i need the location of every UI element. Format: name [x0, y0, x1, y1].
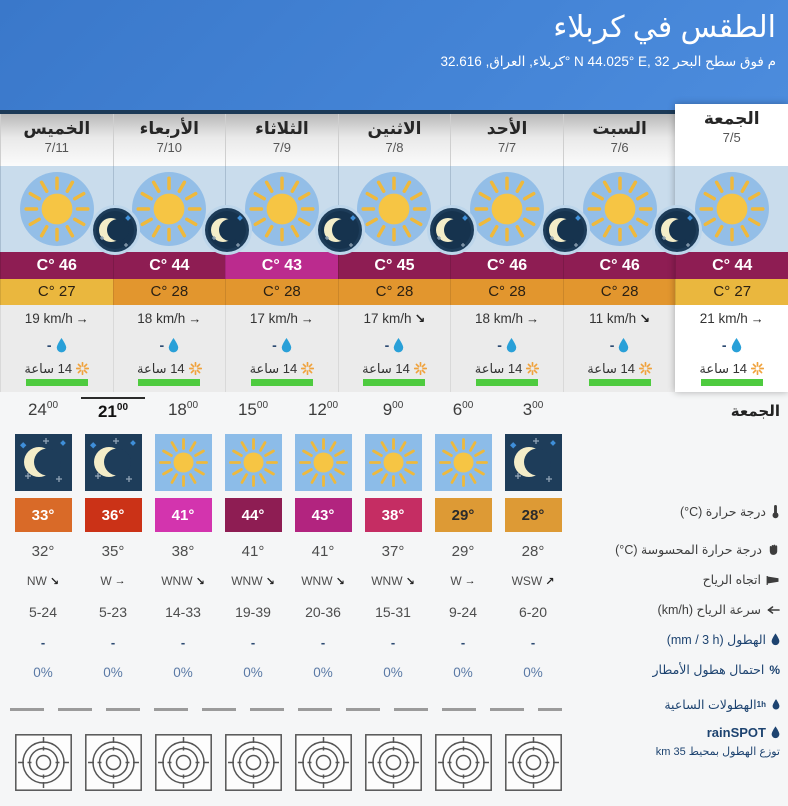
day-header [563, 114, 676, 166]
sunshine-icon [301, 362, 314, 375]
day-high-temp: 46 °C [450, 252, 563, 279]
hour-feels-like: 41° [311, 542, 335, 560]
rainspot-diagram [155, 734, 212, 791]
wind-arrow-icon: → [464, 575, 476, 587]
hour-wind-speed: 5-24 [28, 604, 58, 620]
hour-time[interactable]: 18 $^{00}$ [167, 400, 199, 419]
sunshine-icon [639, 362, 652, 375]
hour-column-21 [78, 392, 148, 791]
label-rainspot-subtitle: توزع الهطول بمحيط 35 km [655, 746, 780, 758]
raindrop-icon [771, 726, 780, 739]
hour-column-3 [498, 392, 568, 791]
moon-icon [652, 205, 702, 255]
wind-arrow-icon: ↘ [639, 310, 651, 326]
hour-time[interactable]: 15 $^{00}$ [237, 400, 269, 419]
hour-wind-direction: WNW ↘ [371, 574, 415, 588]
day-name: الأحد [486, 119, 528, 138]
sun-icon [435, 434, 492, 491]
moon-icon [85, 434, 142, 491]
wind-arrow-icon: ↘ [195, 575, 205, 588]
rainspot-diagram [85, 734, 142, 791]
hour-precip: - [110, 634, 116, 650]
day-sun-hours: 14 ساعة [225, 358, 338, 380]
day-date: 7/6 [610, 140, 629, 155]
sunshine-icon [526, 362, 539, 375]
sun-hours-bar [675, 379, 788, 392]
hour-wind-speed: 9-24 [448, 604, 478, 620]
hour-column-9 [358, 392, 428, 791]
sun-icon [225, 434, 282, 491]
rainspot-diagram [365, 734, 422, 791]
hour-wind-direction: WNW ↘ [301, 574, 345, 588]
day-date: 7/11 [44, 140, 69, 155]
day-low-temp: 28 °C [450, 279, 563, 305]
hour-precip-probability: 0% [313, 664, 333, 680]
day-precip: - [113, 332, 226, 357]
label-feels-like: درجة حرارة المحسوسة (C°) [615, 542, 780, 557]
hour-feels-like: 35° [101, 542, 125, 560]
hour-temp: 28° [505, 498, 562, 532]
day-precip: - [225, 332, 338, 357]
wind-arrow-icon: → [114, 575, 126, 587]
wind-arrow-icon: ↘ [405, 575, 415, 588]
day-wind: 17 km/h ↘ [338, 305, 451, 332]
moon-icon [15, 434, 72, 491]
hour-precip: - [530, 634, 536, 650]
day-sun-hours: 14 ساعة [113, 358, 226, 380]
hour-precip: - [320, 634, 326, 650]
sun-hours-bar [225, 379, 338, 392]
day-sun-hours: 14 ساعة [0, 358, 113, 380]
hour-wind-direction: W → [100, 574, 126, 588]
hour-temp: 41° [155, 498, 212, 532]
day-wind: 18 km/h → [113, 305, 226, 332]
sunshine-icon [189, 362, 202, 375]
day-wind: 11 km/h ↘ [563, 305, 676, 332]
moon-icon [505, 434, 562, 491]
day-name: الأربعاء [139, 119, 199, 138]
hour-precip: - [390, 634, 396, 650]
hour-wind-speed: 15-31 [375, 604, 411, 620]
hour-time[interactable]: 3 $^{00}$ [522, 400, 544, 419]
day-sun-hours: 14 ساعة [563, 358, 676, 380]
day-header [675, 104, 788, 166]
hour-column-18 [148, 392, 218, 791]
day-sun-hours: 14 ساعة [675, 358, 788, 380]
wind-arrow-icon [766, 604, 780, 616]
day-date: 7/7 [498, 140, 517, 155]
hour-feels-like: 38° [171, 542, 195, 560]
hour-temp: 43° [295, 498, 352, 532]
day-header [113, 114, 226, 166]
day-low-temp: 28 °C [113, 279, 226, 305]
hour-precip-probability: 0% [383, 664, 403, 680]
weekly-forecast [0, 110, 788, 392]
day-name: السبت [592, 119, 647, 138]
sun-hours-bar [113, 379, 226, 392]
hour-column-6 [428, 392, 498, 791]
label-rainspot: rainSPOT [707, 725, 780, 740]
day-high-temp: 44 °C [675, 252, 788, 279]
rainspot-diagram [15, 734, 72, 791]
wind-arrow-icon: ↗ [545, 575, 555, 588]
hour-wind-direction: WSW ↗ [511, 574, 555, 588]
raindrop-icon [393, 338, 404, 353]
day-precip: - [0, 332, 113, 357]
hour-feels-like: 29° [451, 542, 475, 560]
hour-precip: - [250, 634, 256, 650]
raindrop-icon [168, 338, 179, 353]
hour-wind-direction: WNW ↘ [161, 574, 205, 588]
hour-column-12 [288, 392, 358, 791]
hour-column-15 [218, 392, 288, 791]
day-precip: - [675, 332, 788, 357]
day-date: 7/9 [272, 140, 291, 155]
location-subtitle: كربلاء, العراق, 32.616° N 44.025° E, 32 م فوق سطح البحر [440, 54, 776, 69]
day-high-temp: 45 °C [338, 252, 451, 279]
hour-precip-probability: 0% [33, 664, 53, 680]
moon-icon [315, 205, 365, 255]
sun-hours-bar [450, 379, 563, 392]
day-high-temp: 44 °C [113, 252, 226, 279]
label-precip-probability: % احتمال هطول الأمطار [652, 662, 780, 677]
day-precip: - [450, 332, 563, 357]
rainspot-diagram [505, 734, 562, 791]
label-wind-direction: اتجاه الرياح [703, 572, 780, 587]
hour-precip: - [460, 634, 466, 650]
rainspot-diagram [295, 734, 352, 791]
page-header [0, 0, 788, 110]
label-hourly-precip: 1h الهطولات الساعية [664, 697, 780, 712]
hour-wind-speed: 6-20 [518, 604, 548, 620]
thermometer-icon [771, 504, 780, 519]
day-header [338, 114, 451, 166]
day-low-temp: 28 °C [563, 279, 676, 305]
moon-icon [202, 205, 252, 255]
wind-arrow-icon: → [188, 311, 202, 327]
hour-feels-like: 37° [381, 542, 405, 560]
hourly-forecast [0, 392, 788, 806]
moon-icon [540, 205, 590, 255]
hour-time[interactable]: 6 $^{00}$ [452, 400, 474, 419]
moon-icon [90, 205, 140, 255]
wind-arrow-icon: ↘ [414, 310, 426, 326]
hour-precip: - [180, 634, 186, 650]
day-wind: 21 km/h → [675, 305, 788, 332]
day-name: الجمعة [703, 109, 760, 128]
day-header [225, 114, 338, 166]
hour-wind-speed: 19-39 [235, 604, 271, 620]
windsock-icon [766, 574, 780, 586]
hour-feels-like: 28° [521, 542, 545, 560]
day-name: الثلاثاء [255, 119, 309, 138]
hour-time[interactable]: 9 $^{00}$ [382, 400, 404, 419]
hour-temp: 33° [15, 498, 72, 532]
hour-time-selected[interactable]: 21 $^{00}$ [81, 397, 145, 427]
day-low-temp: 27 °C [0, 279, 113, 305]
day-low-temp: 27 °C [675, 279, 788, 305]
label-temperature: درجة حرارة (C°) [680, 504, 780, 519]
day-name: الاثنين [367, 119, 422, 138]
hour-wind-speed: 20-36 [305, 604, 341, 620]
label-wind-speed: سرعة الرياح (km/h) [658, 602, 780, 617]
hour-wind-direction: W → [450, 574, 476, 588]
rainspot-separator [10, 708, 562, 711]
wind-arrow-icon: → [750, 311, 764, 327]
day-low-temp: 28 °C [338, 279, 451, 305]
sun-icon [365, 434, 422, 491]
day-precip: - [338, 332, 451, 357]
hand-icon [767, 543, 780, 556]
sunshine-icon [751, 362, 764, 375]
hour-temp: 29° [435, 498, 492, 532]
hour-wind-direction: WNW ↘ [231, 574, 275, 588]
day-sun-hours: 14 ساعة [338, 358, 451, 380]
wind-arrow-icon: ↘ [265, 575, 275, 588]
hour-feels-like: 41° [241, 542, 265, 560]
page-title: الطقس في كربلاء [553, 11, 776, 44]
day-sun-hours: 14 ساعة [450, 358, 563, 380]
hourly-day-label: الجمعة [730, 403, 780, 420]
wind-arrow-icon: → [526, 311, 540, 327]
day-low-temp: 28 °C [225, 279, 338, 305]
day-wind: 17 km/h → [225, 305, 338, 332]
moon-icon [427, 205, 477, 255]
sun-hours-bar [0, 379, 113, 392]
day-wind: 18 km/h → [450, 305, 563, 332]
day-high-temp: 46 °C [563, 252, 676, 279]
day-date: 7/8 [385, 140, 404, 155]
day-header [0, 114, 113, 166]
raindrop-icon [731, 338, 742, 353]
sun-icon [155, 434, 212, 491]
sunshine-icon [414, 362, 427, 375]
hour-temp: 38° [365, 498, 422, 532]
hour-precip: - [40, 634, 46, 650]
hour-precip-probability: 0% [243, 664, 263, 680]
day-name: الخميس [23, 119, 91, 138]
label-precipitation: الهطول (mm / 3 h) [667, 632, 780, 647]
raindrop-icon [56, 338, 67, 353]
hour-column-24 [8, 392, 78, 791]
hour-feels-like: 32° [31, 542, 55, 560]
day-precip: - [563, 332, 676, 357]
wind-arrow-icon: → [75, 311, 89, 327]
raindrop-icon [618, 338, 629, 353]
day-high-temp: 46 °C [0, 252, 113, 279]
raindrop-1h-icon [772, 699, 780, 710]
hour-precip-probability: 0% [453, 664, 473, 680]
hour-precip-probability: 0% [523, 664, 543, 680]
hour-precip-probability: 0% [173, 664, 193, 680]
hour-wind-speed: 14-33 [165, 604, 201, 620]
wind-arrow-icon: ↘ [335, 575, 345, 588]
hourly-grid [8, 392, 568, 791]
hour-temp: 36° [85, 498, 142, 532]
sunshine-icon [76, 362, 89, 375]
hour-time[interactable]: 24 $^{00}$ [27, 400, 59, 419]
sun-hours-bar [563, 379, 676, 392]
hour-wind-speed: 5-23 [98, 604, 128, 620]
raindrop-icon [506, 338, 517, 353]
raindrop-icon [771, 633, 780, 646]
wind-arrow-icon: ↘ [49, 575, 60, 588]
day-header [450, 114, 563, 166]
hour-precip-probability: 0% [103, 664, 123, 680]
day-wind: 19 km/h → [0, 305, 113, 332]
rainspot-diagram [435, 734, 492, 791]
sun-icon [295, 434, 352, 491]
hour-time[interactable]: 12 $^{00}$ [307, 400, 339, 419]
percent-icon: % [769, 662, 780, 677]
rainspot-diagram [225, 734, 282, 791]
sun-hours-bar [338, 379, 451, 392]
hour-wind-direction: NW ↘ [26, 574, 60, 588]
day-date: 7/5 [722, 130, 741, 145]
wind-arrow-icon: → [300, 311, 314, 327]
day-high-temp: 43 °C [225, 252, 338, 279]
hour-temp: 44° [225, 498, 282, 532]
raindrop-icon [281, 338, 292, 353]
day-date: 7/10 [156, 140, 182, 155]
